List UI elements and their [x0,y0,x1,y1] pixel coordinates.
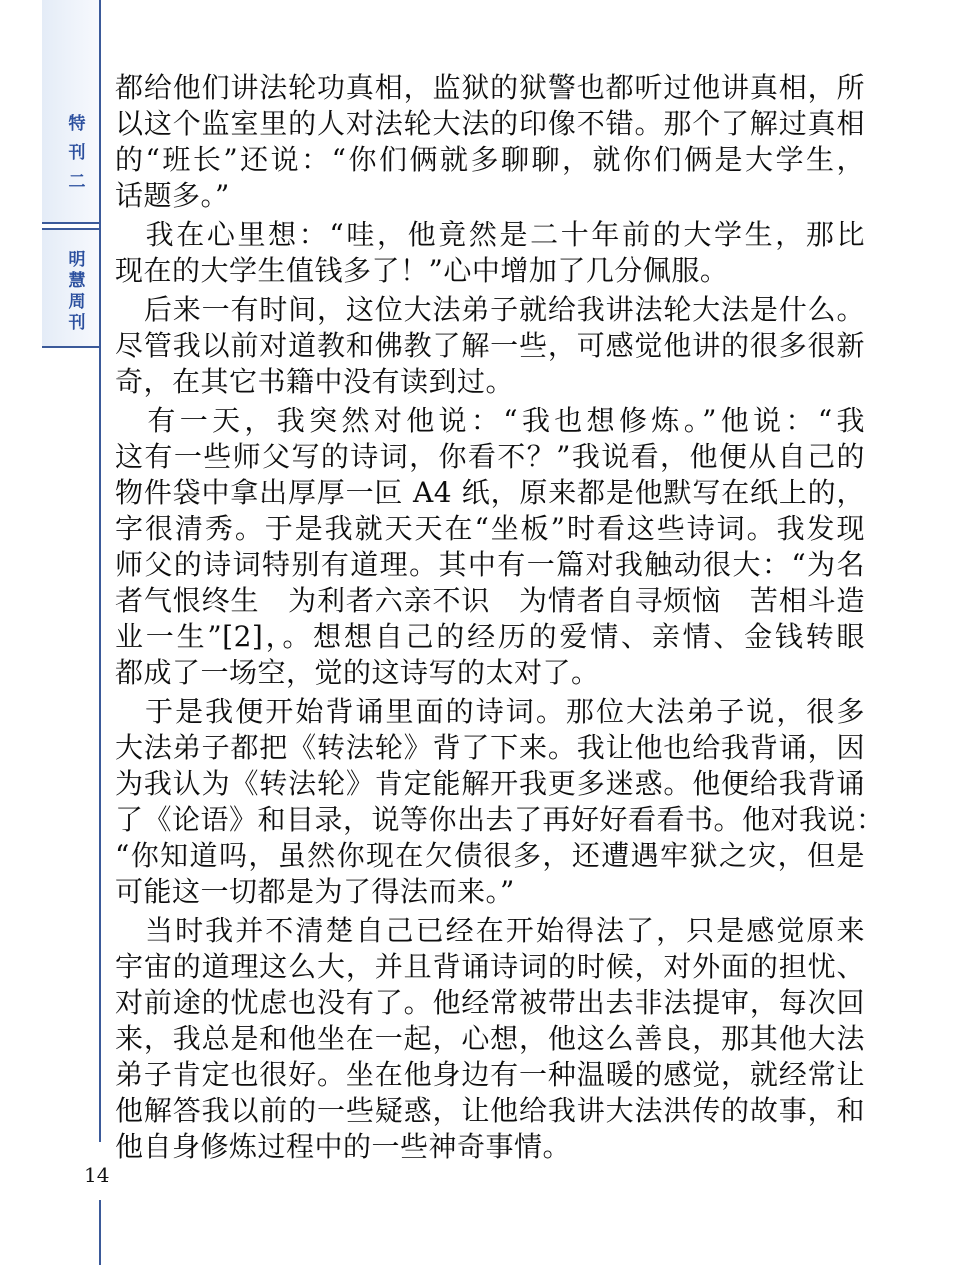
article-body [115,70,885,1168]
paragraph [115,913,865,1165]
paragraph [115,70,865,214]
text-line: 大法弟子都把《转法轮》背了下来。我让他也给我背诵，因 [115,731,865,764]
publication-label-char: 周 [68,292,86,312]
text-line: 现在的大学生值钱多了！”心中增加了几分佩服。 [115,254,729,287]
text-line: 对前途的忧虑也没有了。他经常被带出去非法提审，每次回 [115,986,865,1019]
text-line: “你知道吗，虽然你现在欠债很多，还遭遇牢狱之灾，但是 [115,839,865,872]
text-line: 我在心里想：“哇，他竟然是二十年前的大学生，那比 [115,218,865,251]
text-line: 他解答我以前的一些疑惑，让他给我讲大法洪传的故事，和 [115,1094,865,1127]
text-line: 有一天，我突然对他说：“我也想修炼。”他说：“我 [115,404,865,437]
text-line: 业一生”[2]，。想想自己的经历的爱情、亲情、金钱转眼 [115,620,865,653]
section-label-char: 二 [68,172,86,192]
text-line: 于是我便开始背诵里面的诗词。那位大法弟子说，很多 [115,695,865,728]
paragraph [115,217,865,289]
text-line: 宇宙的道理这么大，并且背诵诗词的时候，对外面的担忧、 [115,950,865,983]
text-line: 的“班长”还说：“你们俩就多聊聊，就你们俩是大学生， [115,143,865,176]
section-label-char: 特 [68,114,86,134]
text-line: 可能这一切都是为了得法而来。” [115,875,515,908]
section-label-char: 刊 [68,143,86,163]
text-line: 物件袋中拿出厚厚一叵 A4 纸，原来都是他默写在纸上的， [115,476,865,509]
text-line: 尽管我以前对道教和佛教了解一些，可感觉他讲的很多很新 [115,329,865,362]
text-line: 都成了一场空，觉的这诗写的太对了。 [115,656,600,689]
text-line: 来，我总是和他坐在一起，心想，他这么善良，那其他大法 [115,1022,865,1055]
paragraph [115,403,865,691]
page-number: 14 [84,1163,110,1187]
margin-rule-top [99,0,101,1142]
publication-label-char: 慧 [68,271,86,291]
margin-rule-bottom [99,1200,101,1265]
text-line: 者气恨终生 为利者六亲不识 为情者自寻烦恼 苦相斗造 [115,584,865,617]
section-label [60,116,94,203]
text-line: 为我认为《转法轮》肯定能解开我更多迷惑。他便给我背诵 [115,767,865,800]
text-line: 都给他们讲法轮功真相，监狱的狱警也都听过他讲真相，所 [115,71,865,104]
text-line: 他自身修炼过程中的一些神奇事情。 [115,1130,572,1163]
text-line: 师父的诗词特别有道理。其中有一篇对我触动很大：“为名 [115,548,865,581]
text-line: 后来一有时间，这位大法弟子就给我讲法轮大法是什么。 [115,293,865,326]
text-line: 以这个监室里的人对法轮大法的印像不错。那个了解过真相 [115,107,865,140]
text-line: 了《论语》和目录，说等你出去了再好好看看书。他对我说： [115,803,885,836]
publication-label [60,252,94,336]
publication-label-char: 刊 [68,313,86,333]
text-line: 话题多。” [115,179,230,212]
paragraph [115,694,885,910]
text-line: 当时我并不清楚自己已经在开始得法了，只是感觉原来 [115,914,865,947]
text-line: 弟子肯定也很好。坐在他身边有一种温暖的感觉，就经常让 [115,1058,865,1091]
paragraph [115,292,865,400]
text-line: 奇，在其它书籍中没有读到过。 [115,365,515,398]
text-line: 字很清秀。于是我就天天在“坐板”时看这些诗词。我发现 [115,512,865,545]
publication-label-char: 明 [68,250,86,270]
text-line: 这有一些师父写的诗词，你看不？”我说看，他便从自己的 [115,440,865,473]
